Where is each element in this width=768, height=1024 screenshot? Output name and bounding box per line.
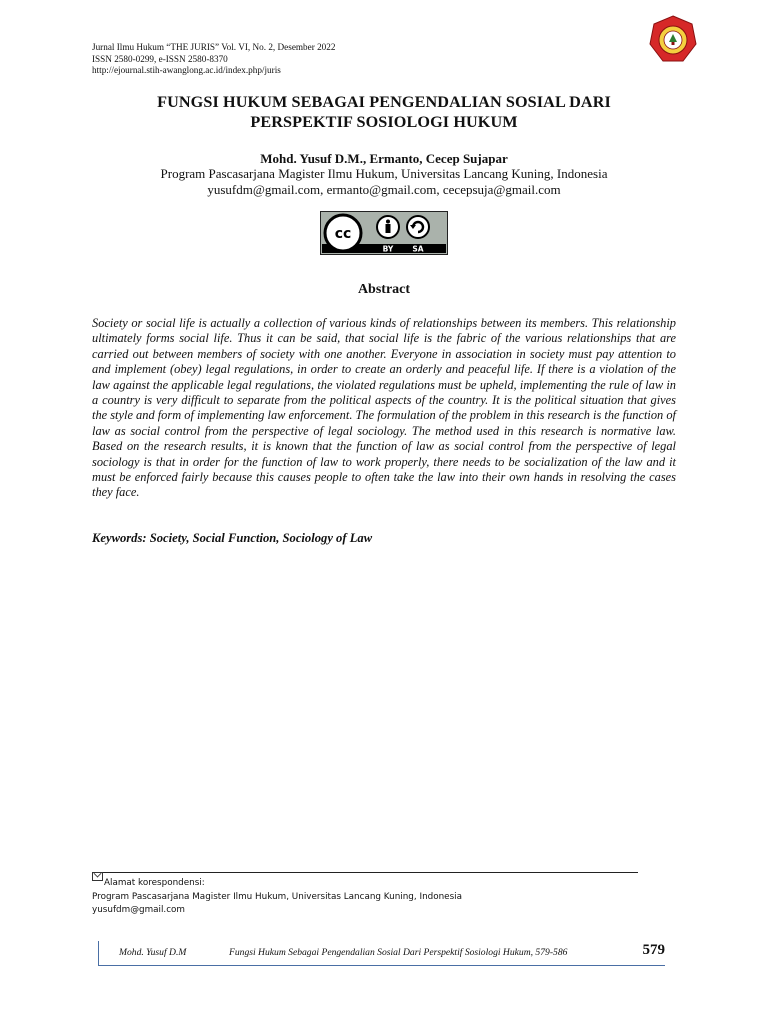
title-line-1: FUNGSI HUKUM SEBAGAI PENGENDALIAN SOSIAL DARI bbox=[157, 93, 611, 111]
cc-by-sa-badge[interactable] bbox=[320, 211, 448, 255]
footnote-affiliation: Program Pascasarjana Magister Ilmu Hukum, Universitas Lancang Kuning, Indonesia bbox=[92, 891, 463, 902]
page-number: 579 bbox=[642, 942, 665, 958]
journal-url[interactable]: http://ejournal.stih-awanglong.ac.id/index.php/juris bbox=[92, 65, 281, 75]
journal-header bbox=[92, 42, 335, 77]
affiliation: Program Pascasarjana Magister Ilmu Hukum, Universitas Lancang Kuning, Indonesia bbox=[160, 166, 608, 181]
envelope-icon bbox=[92, 872, 103, 881]
author-list: Mohd. Yusuf D.M., Ermanto, Cecep Sujapar bbox=[260, 151, 508, 166]
abstract-body: Society or social life is actually a collection of various kinds of relationships between its members. This relationship ultimately forms social life. Thus it can be said, that social life is the fabric of the various relationships that are carried out between members of society with one another. Everyone in association in society must pay attention to and implement (obey) legal regulations, in order to create an orderly and peaceful life. If there is a violation of the law against the applicable legal regulations, the violated regulations must be upheld, implementing the rule of law in a country is very difficult to separate from the political aspects of the country. It is the political situation that gives the style and form of implementing law enforcement. The formulation of the problem in this research is the function of law as social control from the perspective of legal sociology. The method used in this research is normative law. Based on the research results, it is known that the function of law as social control from the perspective of legal sociology is that in order for the function of law to work properly, there needs to be socialization of the law and it must be enforced fairly because this causes people to often take the law into their own hands in resolving the cases they face. bbox=[92, 316, 676, 500]
journal-line: Jurnal Ilmu Hukum “THE JURIS” Vol. VI, No. 2, Desember 2022 bbox=[92, 42, 336, 52]
paper-title bbox=[80, 92, 688, 132]
page-footer bbox=[98, 941, 665, 966]
keywords: Keywords: Society, Social Function, Sociology of Law bbox=[92, 531, 373, 545]
footer-author: Mohd. Yusuf D.M bbox=[119, 947, 187, 958]
svg-text:cc: cc bbox=[334, 226, 352, 242]
abstract-heading: Abstract bbox=[357, 282, 411, 297]
cc-sa-label: SA bbox=[412, 244, 424, 254]
footnote-label: Alamat korespondensi: bbox=[104, 878, 205, 888]
issn-line: ISSN 2580-0299, e-ISSN 2580-8370 bbox=[92, 53, 228, 64]
institution-seal-logo bbox=[648, 14, 698, 64]
footer-title: Fungsi Hukum Sebagai Pengendalian Sosial Dari Perspektif Sosiologi Hukum, 579-586 bbox=[229, 947, 568, 958]
title-line-2: PERSPEKTIF SOSIOLOGI HUKUM bbox=[250, 113, 518, 131]
footnote-rule bbox=[92, 872, 638, 873]
footnote-email[interactable]: yusufdm@gmail.com bbox=[92, 905, 186, 915]
cc-by-label: BY bbox=[382, 244, 394, 254]
footnote bbox=[92, 876, 462, 918]
author-emails: yusufdm@gmail.com, ermanto@gmail.com, cecepsuja@gmail.com bbox=[207, 182, 561, 197]
